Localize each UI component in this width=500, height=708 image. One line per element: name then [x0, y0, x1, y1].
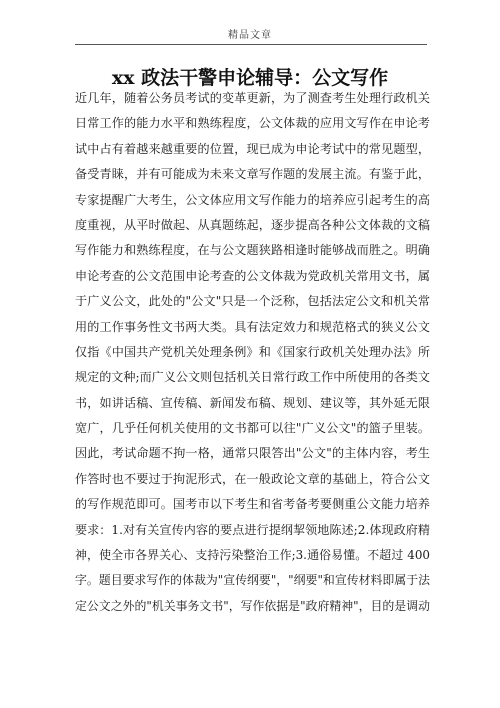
body-line: 专家提醒广大考生，公文体应用文写作能力的培养应引起考生的高 [75, 192, 430, 207]
body-line: 申论考查的公文范围申论考查的公文体裁为党政机关常用文书，属 [75, 268, 430, 283]
body-line: 日常工作的能力水平和熟练程度，公文体裁的应用文写作在申论考 [75, 116, 430, 131]
header-divider [75, 44, 427, 45]
document-body [75, 86, 430, 619]
body-line: 度重视，从平时做起、从真题练起，逐步提高各种公文体裁的文稿 [75, 217, 430, 232]
body-line: 的写作规范即可。国考市以下考生和省考备考要侧重公文能力培养 [75, 497, 430, 512]
body-line: 近几年，随着公务员考试的变革更新，为了测查考生处理行政机关 [75, 91, 430, 105]
body-line: 试中占有着越来越重要的位置，现已成为申论考试中的常见题型， [75, 141, 430, 156]
body-line: 因此，考试命题不拘一格，通常只限答出"公文"的主体内容，考生 [75, 446, 430, 461]
document-title: xx 政法干警申论辅导：公文写作 [111, 67, 389, 89]
body-line: 写作能力和熟练程度，在与公文题狭路相逢时能够战而胜之。明确 [75, 243, 430, 258]
page-header: 精品文章 [228, 30, 272, 41]
body-line: 书，如讲话稿、宣传稿、新闻发布稿、规划、建议等，其外延无限 [75, 395, 430, 410]
body-line: 宽广，几乎任何机关使用的文书都可以往"广义公文"的篮子里装。 [75, 421, 430, 436]
body-line: 定公文之外的"机关事务文书"，写作依据是"政府精神"，目的是调动 [75, 598, 430, 613]
body-line: 作答时也不要过于拘泥形式，在一般政论文章的基础上，符合公文 [75, 471, 430, 486]
body-line: 规定的文种;而广义公文则包括机关日常行政工作中所使用的各类文 [75, 370, 430, 385]
body-line: 用的工作事务性文书两大类。具有法定效力和规范格式的狭义公文 [75, 319, 430, 334]
body-line: 仅指《中国共产党机关处理条例》和《国家行政机关处理办法》所 [75, 344, 430, 359]
body-line: 于广义公文，此处的"公文"只是一个泛称，包括法定公文和机关常 [75, 294, 430, 309]
body-line: 备受青睐，并有可能成为未来文章写作题的发展主流。有鉴于此， [75, 167, 430, 182]
body-line: 字。题目要求写作的体裁为"宣传纲要"，"纲要"和宣传材料即属于法 [75, 573, 430, 588]
body-line: 要求：1.对有关宣传内容的要点进行提纲挈领地陈述;2.体现政府精 [75, 522, 430, 537]
body-line: 神，使全市各界关心、支持污染整治工作;3.通俗易懂。不超过 400 [75, 548, 430, 563]
